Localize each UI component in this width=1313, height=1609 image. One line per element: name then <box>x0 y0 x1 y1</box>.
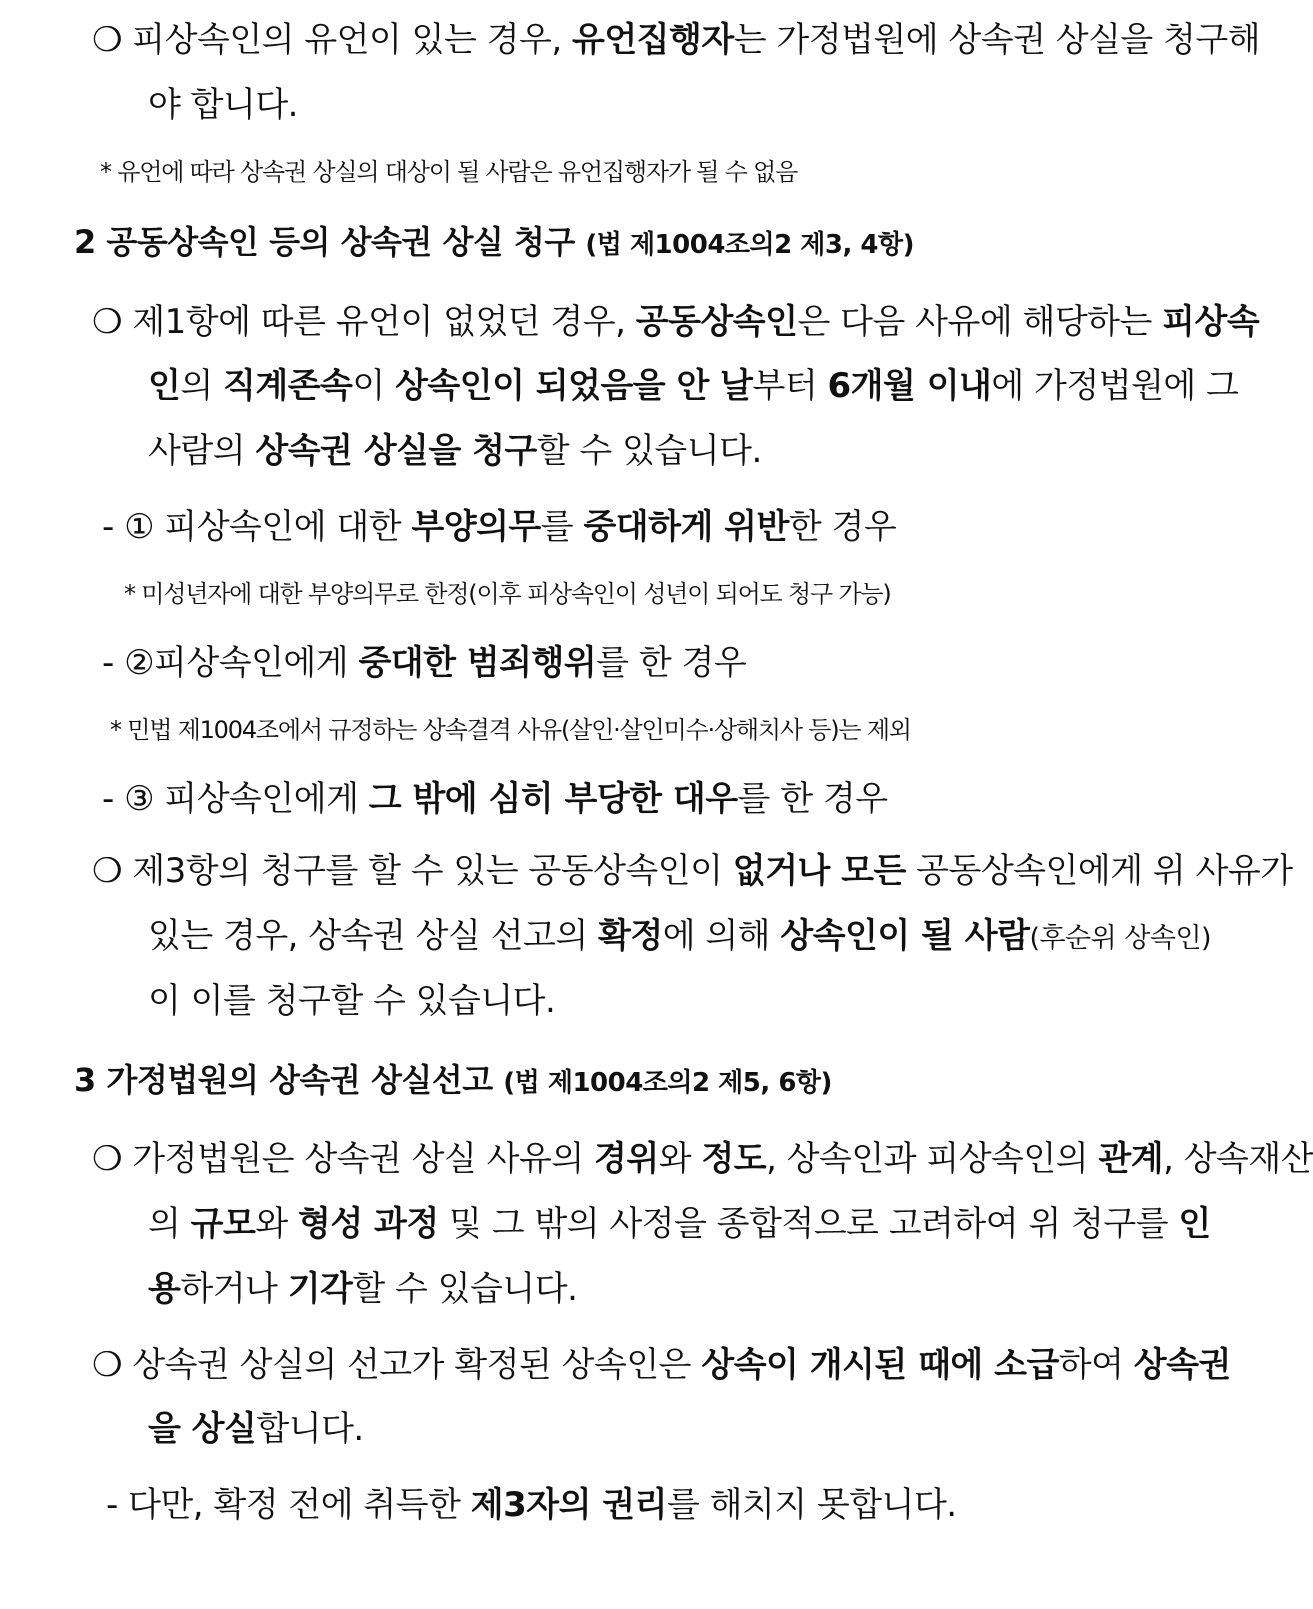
bullet-continuation: 인의 직계존속이 상속인이 되었음을 안 날부터 6개월 이내에 가정법원에 그 <box>148 366 1239 406</box>
bullet-continuation: 야 합니다. <box>148 85 298 125</box>
bullet-line: ❍ 피상속인의 유언이 있는 경우, 유언집행자는 가정법원에 상속권 상실을 청구해 <box>92 20 1261 60</box>
law-reference: (법 제1004조의2 제5, 6항) <box>503 1068 832 1098</box>
law-reference: (법 제1004조의2 제3, 4항) <box>585 230 915 260</box>
footnote: * 유언에 따라 상속권 상실의 대상이 될 사람은 유언집행자가 될 수 없음 <box>100 158 798 186</box>
bullet-continuation: 이 이를 청구할 수 있습니다. <box>148 981 556 1021</box>
bullet-continuation: 있는 경우, 상속권 상실 선고의 확정에 의해 상속인이 될 사람(후순위 상속인) <box>148 916 1212 956</box>
reason-item-1: - ① 피상속인에 대한 부양의무를 중대하게 위반한 경우 <box>102 507 897 547</box>
section-heading: 2 공동상속인 등의 상속권 상실 청구 (법 제1004조의2 제3, 4항) <box>74 223 915 261</box>
proviso-item: - 다만, 확정 전에 취득한 제3자의 권리를 해치지 못합니다. <box>106 1485 957 1525</box>
bullet-continuation: 을 상실합니다. <box>148 1409 364 1449</box>
reason-item-3: - ③ 피상속인에게 그 밖에 심히 부당한 대우를 한 경우 <box>102 779 888 819</box>
bold-term: 유언집행자 <box>571 20 734 60</box>
bullet-line: ❍ 가정법원은 상속권 상실 사유의 경위와 정도, 상속인과 피상속인의 관계, 상속재산 <box>92 1139 1313 1179</box>
footnote: * 민법 제1004조에서 규정하는 상속결격 사유(살인·살인미수·상해치사 등)는 제외 <box>110 716 911 744</box>
bullet-continuation: 사람의 상속권 상실을 청구할 수 있습니다. <box>148 431 762 471</box>
bullet-line: ❍ 제1항에 따른 유언이 없었던 경우, 공동상속인은 다음 사유에 해당하는 피상속 <box>92 302 1260 342</box>
section-heading: 3 가정법원의 상속권 상실선고 (법 제1004조의2 제5, 6항) <box>74 1061 832 1099</box>
footnote: * 미성년자에 대한 부양의무로 한정(이후 피상속인이 성년이 되어도 청구 가능) <box>124 580 891 608</box>
bullet-line: ❍ 상속권 상실의 선고가 확정된 상속인은 상속이 개시된 때에 소급하여 상속권 <box>92 1345 1231 1385</box>
reason-item-2: - ②피상속인에게 중대한 범죄행위를 한 경우 <box>102 643 747 683</box>
bullet-line: ❍ 제3항의 청구를 할 수 있는 공동상속인이 없거나 모든 공동상속인에게 위 사유가 <box>92 851 1293 891</box>
bullet-continuation: 용하거나 기각할 수 있습니다. <box>148 1269 578 1309</box>
bullet-continuation: 의 규모와 형성 과정 및 그 밖의 사정을 종합적으로 고려하여 위 청구를 인 <box>148 1204 1211 1244</box>
